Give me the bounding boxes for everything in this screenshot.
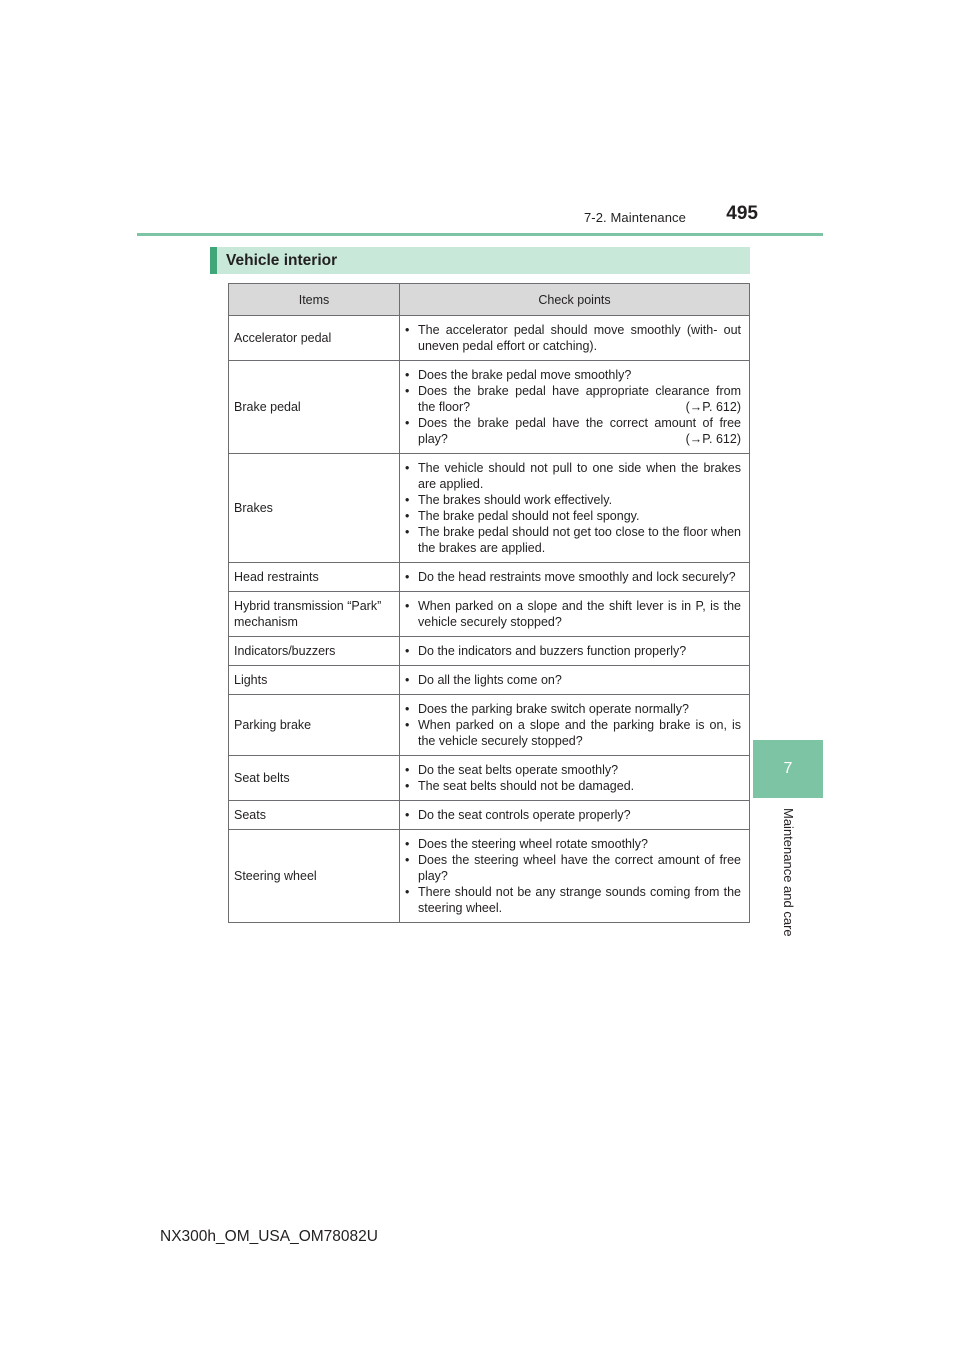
table-row	[229, 592, 750, 637]
check-point	[405, 322, 741, 354]
check-point-text: Do the seat controls operate properly?	[418, 808, 631, 822]
chapter-tab[interactable]	[753, 740, 823, 798]
table-row	[229, 695, 750, 756]
check-point-text: Do the indicators and buzzers function properly?	[418, 644, 687, 658]
check-point	[405, 383, 741, 415]
check-point-text: When parked on a slope and the shift lever is in P, is the vehicle securely stopped?	[418, 599, 741, 629]
check-point	[405, 701, 741, 717]
check-point-text: The brake pedal should not get too close to the floor when the brakes are applied.	[418, 525, 741, 555]
item-cell: Seats	[229, 801, 400, 830]
check-points-list	[405, 643, 741, 659]
chapter-number: 7	[783, 760, 793, 777]
check-point	[405, 836, 741, 852]
item-cell: Accelerator pedal	[229, 316, 400, 361]
check-points-cell	[400, 454, 750, 563]
check-points-cell	[400, 361, 750, 454]
check-table	[228, 283, 750, 923]
check-point	[405, 643, 741, 659]
check-point-text: Does the steering wheel rotate smoothly?	[418, 837, 648, 851]
check-point-text: The accelerator pedal should move smoothly (with- out uneven pedal effort or catching).	[418, 323, 741, 353]
check-point	[405, 415, 741, 447]
item-cell: Parking brake	[229, 695, 400, 756]
page-reference-link[interactable]: (→P. 612)	[685, 432, 741, 446]
check-point	[405, 367, 741, 383]
table-row	[229, 563, 750, 592]
chapter-title: Maintenance and care	[781, 808, 796, 937]
check-points-cell	[400, 316, 750, 361]
item-cell: Brake pedal	[229, 361, 400, 454]
check-point	[405, 598, 741, 630]
item-cell: Indicators/buzzers	[229, 637, 400, 666]
check-point-text: The seat belts should not be damaged.	[418, 779, 635, 793]
page-reference-link[interactable]: (→P. 612)	[685, 400, 741, 414]
table-row	[229, 637, 750, 666]
page-header	[0, 0, 960, 240]
check-point	[405, 672, 741, 688]
check-point-text: Does the parking brake switch operate normally?	[418, 702, 689, 716]
table-row	[229, 830, 750, 923]
check-points-list	[405, 701, 741, 749]
item-cell: Lights	[229, 666, 400, 695]
table-header-row	[229, 284, 750, 316]
column-header-check-points: Check points	[400, 284, 750, 316]
section-title: Vehicle interior	[226, 252, 338, 269]
check-point	[405, 460, 741, 492]
item-cell: Brakes	[229, 454, 400, 563]
check-point	[405, 508, 741, 524]
table-row	[229, 361, 750, 454]
column-header-items: Items	[229, 284, 400, 316]
running-section-title: 7-2. Maintenance	[583, 210, 686, 225]
check-point	[405, 762, 741, 778]
check-point-text: Does the brake pedal have appropriate clearance from the floor?	[418, 384, 741, 414]
page-number: 495	[726, 203, 758, 224]
item-cell: Seat belts	[229, 756, 400, 801]
check-points-list	[405, 460, 741, 556]
check-point	[405, 852, 741, 884]
check-point-text: Do all the lights come on?	[418, 673, 562, 687]
check-point	[405, 807, 741, 823]
check-point	[405, 569, 741, 585]
check-points-list	[405, 807, 741, 823]
check-point-text: Do the head restraints move smoothly and lock securely?	[418, 570, 736, 584]
check-points-list	[405, 367, 741, 447]
check-point	[405, 717, 741, 749]
check-point	[405, 884, 741, 916]
check-point-text: The brake pedal should not feel spongy.	[418, 509, 640, 523]
check-points-list	[405, 598, 741, 630]
check-points-cell	[400, 563, 750, 592]
check-points-list	[405, 569, 741, 585]
table-row	[229, 756, 750, 801]
table-row	[229, 801, 750, 830]
check-point-text: When parked on a slope and the parking brake is on, is the vehicle securely stopped?	[418, 718, 741, 748]
check-points-cell	[400, 801, 750, 830]
check-point	[405, 492, 741, 508]
check-points-list	[405, 322, 741, 354]
table-row	[229, 316, 750, 361]
check-points-list	[405, 762, 741, 794]
table-row	[229, 666, 750, 695]
header-rule	[137, 233, 823, 236]
table-row	[229, 454, 750, 563]
check-point-text: There should not be any strange sounds coming from the steering wheel.	[418, 885, 741, 915]
check-points-cell	[400, 637, 750, 666]
check-point	[405, 778, 741, 794]
check-point-text: Does the brake pedal have the correct amount of free play?	[418, 416, 741, 446]
check-point-text: Does the steering wheel have the correct amount of free play?	[418, 853, 741, 883]
item-cell: Steering wheel	[229, 830, 400, 923]
item-cell: Head restraints	[229, 563, 400, 592]
section-heading	[210, 247, 750, 274]
check-points-cell	[400, 695, 750, 756]
check-point-text: Do the seat belts operate smoothly?	[418, 763, 619, 777]
item-cell: Hybrid transmission “Park” mechanism	[229, 592, 400, 637]
table-body	[229, 316, 750, 923]
check-point-text: Does the brake pedal move smoothly?	[418, 368, 632, 382]
check-point-text: The vehicle should not pull to one side when the brakes are applied.	[418, 461, 741, 491]
document-code: NX300h_OM_USA_OM78082U	[160, 1228, 378, 1245]
check-points-cell	[400, 592, 750, 637]
check-points-cell	[400, 666, 750, 695]
check-points-cell	[400, 830, 750, 923]
check-points-cell	[400, 756, 750, 801]
check-points-list	[405, 672, 741, 688]
check-point	[405, 524, 741, 556]
check-point-text: The brakes should work effectively.	[418, 493, 613, 507]
check-points-list	[405, 836, 741, 916]
